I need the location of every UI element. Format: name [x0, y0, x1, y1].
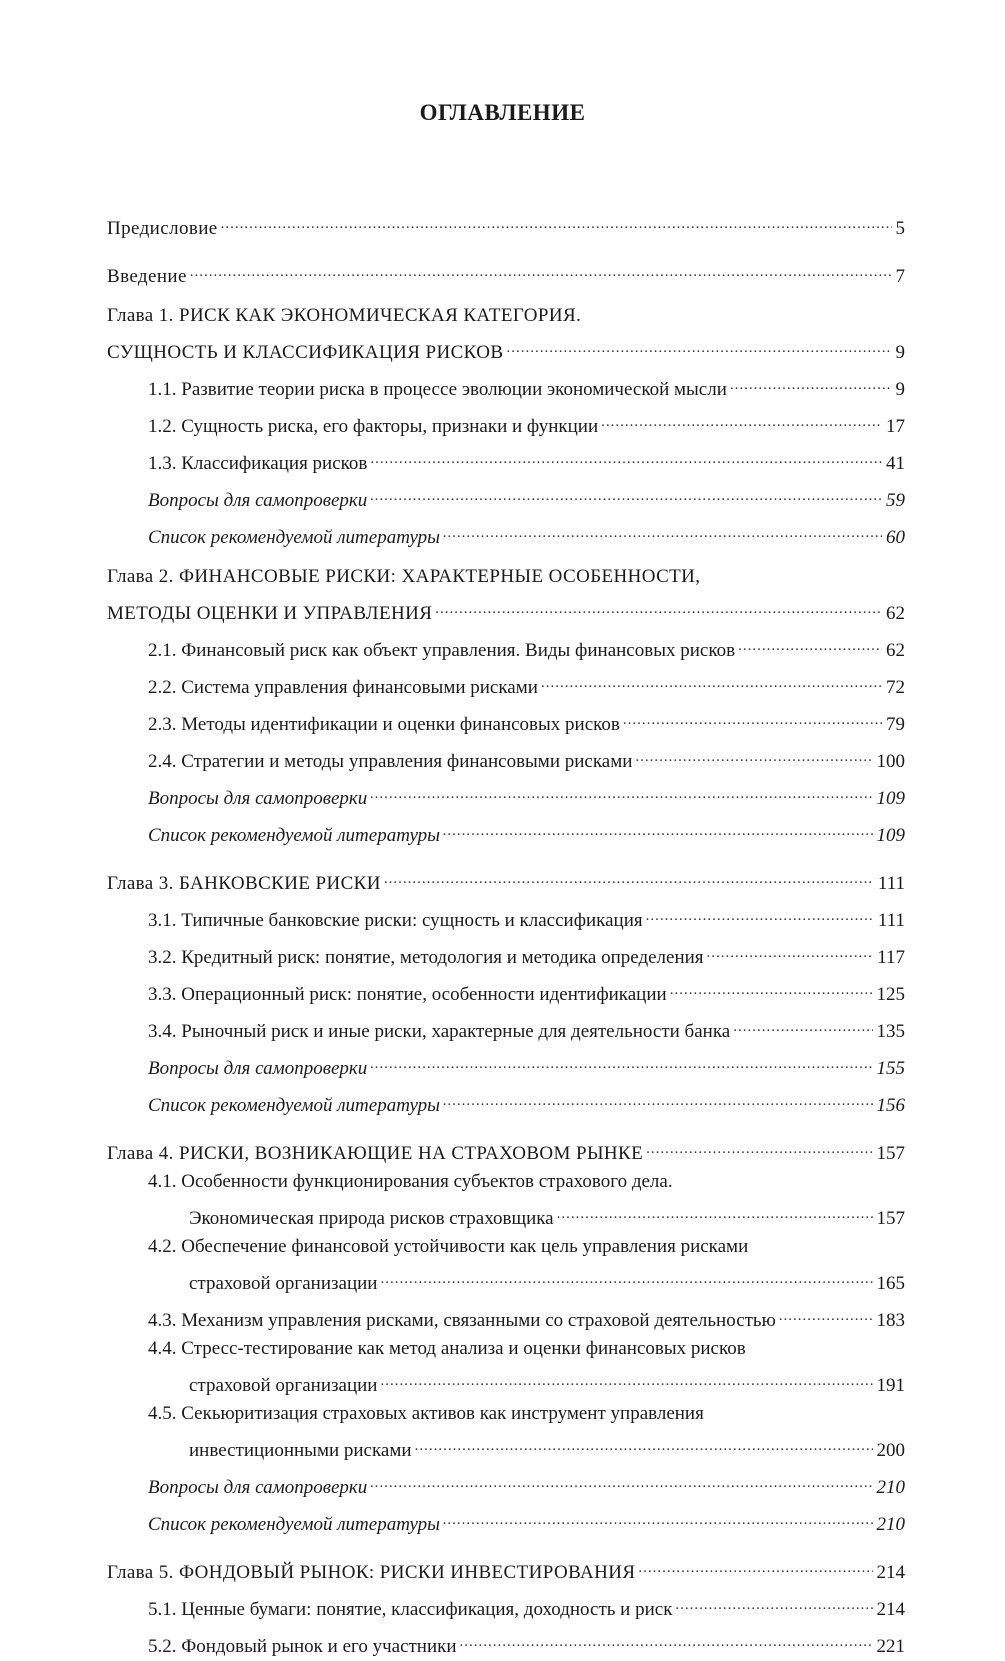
toc-entry-title: Вопросы для самопроверки — [148, 788, 368, 809]
toc-supplement — [107, 1465, 905, 1502]
dot-leader — [557, 1196, 873, 1224]
toc-entry-title-line: 4.4. Стресс-тестирование как метод анализа и оценки финансовых рисков — [148, 1338, 746, 1359]
page-number: 7 — [895, 266, 905, 287]
toc-section — [107, 739, 905, 776]
toc-entry-title: 2.4. Стратегии и методы управления финансовыми рисками — [148, 751, 633, 772]
toc-chapter — [107, 563, 905, 628]
page-number: 79 — [886, 714, 905, 735]
page-number: 155 — [876, 1058, 905, 1079]
toc-entry-title: Вопросы для самопроверки — [148, 1058, 368, 1079]
page-number: 111 — [877, 873, 905, 894]
page-number: 200 — [876, 1440, 905, 1461]
toc-section — [107, 702, 905, 739]
dot-leader — [443, 1502, 873, 1530]
toc-front-matter — [107, 206, 905, 243]
toc-entry-title: 1.1. Развитие теории риска в процессе эволюции экономической мысли — [148, 379, 727, 400]
toc-entry-title: Вопросы для самопроверки — [148, 490, 368, 511]
toc-entry-title: 1.3. Классификация рисков — [148, 453, 368, 474]
page-number: 214 — [876, 1562, 905, 1583]
toc-entry-title: Экономическая природа рисков страховщика — [189, 1208, 554, 1229]
toc-entry-title: 3.4. Рыночный риск и иные риски, характерные для деятельности банка — [148, 1021, 731, 1042]
toc-entry-title-line: 4.2. Обеспечение финансовой устойчивости как цель управления рисками — [148, 1236, 749, 1257]
toc-entry-title-line: Глава 1. РИСК КАК ЭКОНОМИЧЕСКАЯ КАТЕГОРИЯ. — [107, 305, 582, 326]
page-number: 157 — [876, 1208, 905, 1229]
toc-entry-title: 2.1. Финансовый риск как объект управления. Виды финансовых рисков — [148, 640, 736, 661]
toc-entry-title: Введение — [107, 266, 187, 287]
page-number: 100 — [876, 751, 905, 772]
dot-leader — [623, 702, 882, 730]
dot-leader — [221, 206, 892, 234]
dot-leader — [670, 972, 873, 1000]
dot-leader — [370, 478, 882, 506]
dot-leader — [506, 330, 891, 358]
toc-entry-title: Список рекомендуемой литературы — [148, 1514, 440, 1535]
page-number: 191 — [876, 1375, 905, 1396]
toc-entry-title: страховой организации — [189, 1375, 378, 1396]
toc-entry-title: 1.2. Сущность риска, его факторы, признаки и функции — [148, 416, 599, 437]
toc-entry-title: 5.1. Ценные бумаги: понятие, классификация, доходность и риск — [148, 1599, 673, 1620]
dot-leader — [443, 813, 873, 841]
toc-supplement — [107, 1046, 905, 1083]
dot-leader — [443, 1083, 873, 1111]
page-number: 5 — [895, 218, 905, 239]
toc-entry-title: Список рекомендуемой литературы — [148, 825, 440, 846]
dot-leader — [190, 254, 892, 282]
dot-leader — [384, 861, 874, 889]
page-number: 72 — [886, 677, 905, 698]
toc-entry-title: Вопросы для самопроверки — [148, 1477, 368, 1498]
toc-section — [107, 1587, 905, 1624]
page-number: 62 — [886, 640, 905, 661]
toc-entry-title: инвестиционными рисками — [189, 1440, 412, 1461]
page-number: 183 — [876, 1310, 905, 1331]
dot-leader — [380, 1261, 872, 1289]
toc-supplement — [107, 813, 905, 850]
page-number: 125 — [876, 984, 905, 1005]
dot-leader — [435, 591, 882, 619]
toc-section — [107, 898, 905, 935]
toc-front-matter — [107, 254, 905, 291]
toc-supplement — [107, 1502, 905, 1539]
toc-entry-title: Глава 5. ФОНДОВЫЙ РЫНОК: РИСКИ ИНВЕСТИРОВАНИЯ — [107, 1562, 636, 1583]
page-number: 60 — [886, 527, 905, 548]
toc-supplement — [107, 1083, 905, 1120]
page-number: 9 — [895, 342, 905, 363]
toc-section — [107, 935, 905, 972]
toc-entry-title: 5.2. Фондовый рынок и его участники — [148, 1636, 457, 1657]
page-number: 214 — [876, 1599, 905, 1620]
toc-section — [107, 628, 905, 665]
toc-entry-title: 3.2. Кредитный риск: понятие, методология и методика определения — [148, 947, 704, 968]
toc-chapter — [107, 861, 905, 898]
dot-leader — [370, 1465, 872, 1493]
toc-supplement — [107, 478, 905, 515]
toc-entry-title: Глава 3. БАНКОВСКИЕ РИСКИ — [107, 873, 381, 894]
dot-leader — [370, 1046, 872, 1074]
toc-chapter — [107, 302, 905, 367]
toc-section — [107, 665, 905, 702]
dot-leader — [370, 441, 882, 469]
toc-section — [107, 1009, 905, 1046]
toc-entry-title: Список рекомендуемой литературы — [148, 527, 440, 548]
dot-leader — [380, 1363, 872, 1391]
dot-leader — [635, 739, 872, 767]
toc-section — [107, 1168, 905, 1233]
dot-leader — [733, 1009, 872, 1037]
toc-chapter — [107, 1131, 905, 1168]
page-number: 62 — [886, 603, 905, 624]
dot-leader — [675, 1587, 872, 1615]
toc-entry-title-line: Глава 2. ФИНАНСОВЫЕ РИСКИ: ХАРАКТЕРНЫЕ ОСОБЕННОСТИ, — [107, 566, 701, 587]
toc-section — [107, 441, 905, 478]
dot-leader — [779, 1298, 873, 1326]
page-number: 135 — [876, 1021, 905, 1042]
toc-section — [107, 972, 905, 1009]
toc-section — [107, 367, 905, 404]
toc-entry-title: Список рекомендуемой литературы — [148, 1095, 440, 1116]
page-number: 157 — [876, 1143, 905, 1164]
toc-section — [107, 1400, 905, 1465]
page-number: 210 — [876, 1477, 905, 1498]
toc-entry-title: 3.3. Операционный риск: понятие, особенности идентификации — [148, 984, 667, 1005]
page-number: 17 — [886, 416, 905, 437]
dot-leader — [415, 1428, 873, 1456]
page-number: 111 — [877, 910, 905, 931]
toc-entry-title: 4.3. Механизм управления рисками, связанными со страховой деятельностью — [148, 1310, 776, 1331]
dot-leader — [601, 404, 882, 432]
page-number: 210 — [876, 1514, 905, 1535]
dot-leader — [370, 776, 872, 804]
dot-leader — [460, 1624, 873, 1652]
dot-leader — [638, 1550, 872, 1578]
toc-entry-title: МЕТОДЫ ОЦЕНКИ И УПРАВЛЕНИЯ — [107, 603, 433, 624]
page-number: 165 — [876, 1273, 905, 1294]
toc-entry-title: 2.2. Система управления финансовыми рисками — [148, 677, 538, 698]
dot-leader — [707, 935, 874, 963]
toc-entry-title-line: 4.1. Особенности функционирования субъектов страхового дела. — [148, 1171, 673, 1192]
toc-entry-title: Предисловие — [107, 218, 218, 239]
toc-section — [107, 1624, 905, 1661]
dot-leader — [443, 515, 882, 543]
dot-leader — [646, 1131, 872, 1159]
toc-supplement — [107, 776, 905, 813]
toc-entry-title-line: 4.5. Секьюритизация страховых активов как инструмент управления — [148, 1403, 704, 1424]
table-of-contents — [107, 206, 905, 1661]
toc-entry-title: 3.1. Типичные банковские риски: сущность и классификация — [148, 910, 643, 931]
page-number: 41 — [886, 453, 905, 474]
toc-chapter — [107, 1550, 905, 1587]
dot-leader — [738, 628, 882, 656]
page-number: 109 — [876, 788, 905, 809]
page-number: 221 — [876, 1636, 905, 1657]
toc-section — [107, 1298, 905, 1335]
page-number: 117 — [877, 947, 905, 968]
toc-entry-title: страховой организации — [189, 1273, 378, 1294]
dot-leader — [730, 367, 892, 395]
toc-section — [107, 1335, 905, 1400]
page-number: 109 — [876, 825, 905, 846]
toc-section — [107, 404, 905, 441]
toc-entry-title: СУЩНОСТЬ И КЛАССИФИКАЦИЯ РИСКОВ — [107, 342, 504, 363]
toc-entry-title: 2.3. Методы идентификации и оценки финансовых рисков — [148, 714, 620, 735]
page-title: ОГЛАВЛЕНИЕ — [419, 100, 586, 125]
toc-supplement — [107, 515, 905, 552]
page-number: 9 — [895, 379, 905, 400]
toc-entry-title: Глава 4. РИСКИ, ВОЗНИКАЮЩИЕ НА СТРАХОВОМ РЫНКЕ — [107, 1143, 644, 1164]
dot-leader — [541, 665, 882, 693]
toc-section — [107, 1233, 905, 1298]
page-number: 59 — [886, 490, 905, 511]
page-number: 156 — [876, 1095, 905, 1116]
dot-leader — [646, 898, 874, 926]
